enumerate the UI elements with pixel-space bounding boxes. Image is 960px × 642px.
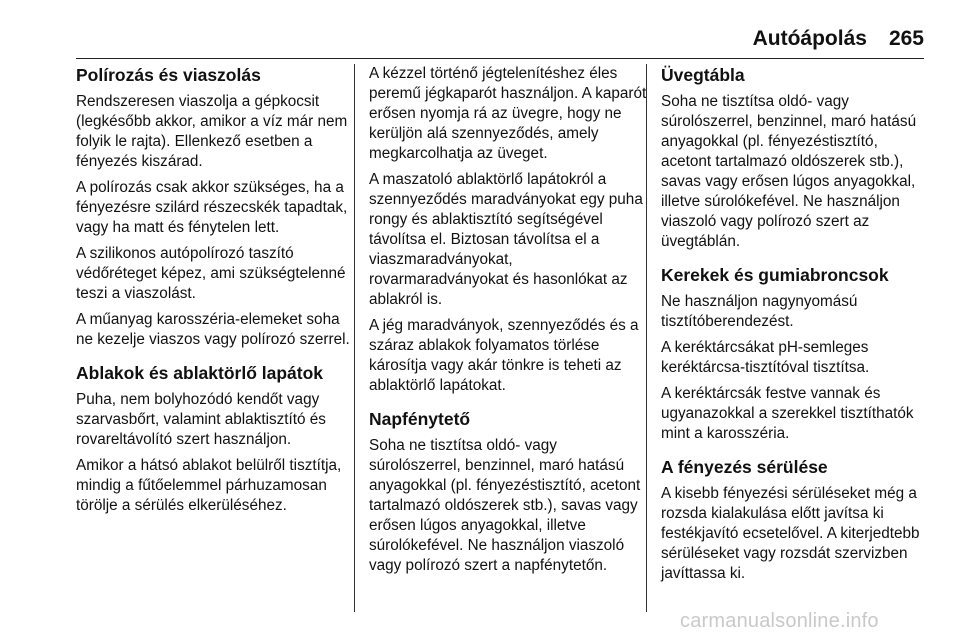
paragraph: A keréktárcsákat pH-semleges keréktárcsa-tisztítóval tisztítsa. — [661, 339, 870, 376]
paragraph: Soha ne tisztítsa oldó- vagy súrolószerrel, benzinnel, maró hatású anyagokkal (pl. fényezéstisztító, acetont tartalmazó oldószerek stb.), savas vagy erősen lúgos anyagokkal, illetve súrolókefével. Ne használjon viaszoló vagy polírozó szert a napfénytetőn. — [369, 437, 641, 574]
paragraph: Soha ne tisztítsa oldó- vagy súrolószerrel, benzinnel, maró hatású anyagokkal (pl. fényezéstisztító, acetont tartalmazó oldószerek stb.), savas vagy erősen lúgos anyagokkal, illetve súrolókefével. Ne használjon viaszoló vagy polírozó szert az üvegtáblán. — [661, 93, 917, 250]
column-1 — [76, 64, 354, 522]
paragraph: A polírozás csak akkor szükséges, ha a fényezésre szilárd részecskék tapadtak, vagy ha matt és fénytelen lett. — [76, 179, 348, 236]
paragraph: Puha, nem bolyhozódó kendőt vagy szarvasbőrt, valamint ablaktisztító és rovareltávolító szert használjon. — [76, 391, 326, 448]
paragraph: Amikor a hátsó ablakot belülről tisztítja, mindig a fűtőelemmel párhuzamosan törölje a sérülés elkerüléséhez. — [76, 457, 342, 514]
section-title-wheels-tyres: Kerekek és gumiabroncsok — [661, 265, 889, 285]
section-title-sunroof: Napfénytető — [369, 409, 471, 429]
section-title-paint-damage: A fényezés sérülése — [661, 457, 828, 477]
paragraph: A kézzel történő jégtelenítéshez éles peremű jégkaparót használjon. A kaparót erősen nyomja rá az üvegre, hogy ne kerüljön alá szennyeződés, amely megkarcolhatja az üveget. — [369, 65, 647, 162]
section-title-windows: Ablakok és ablaktörlő lapátok — [76, 363, 324, 383]
paragraph: A keréktárcsák festve vannak és ugyanazokkal a szerekkel tisztíthatók mint a karosszéria. — [661, 385, 914, 442]
paragraph: Ne használjon nagynyomású tisztítóberendezést. — [661, 293, 858, 330]
paragraph: A jég maradványok, szennyeződés és a száraz ablakok folyamatos törlése károsítja vagy akár tönkre is teheti az ablaktörlő lapátokat. — [369, 317, 639, 394]
page-header — [600, 26, 924, 52]
column-3 — [661, 64, 929, 590]
page-number: 265 — [888, 27, 924, 50]
paragraph: A kisebb fényezési sérüléseket még a rozsda kialakulása előtt javítsa ki festékjavító ecsetelővel. A kiterjedtebb sérüléseket vagy rozsdát szervizben javíttassa ki. — [661, 485, 920, 582]
paragraph: Rendszeresen viaszolja a gépkocsit (legkésőbb akkor, amikor a víz már nem folyik le rajta). Ellenkező esetben a fényezés kiszárad. — [76, 93, 348, 170]
column-divider-1 — [354, 64, 355, 612]
paragraph: A műanyag karosszéria-elemeket soha ne kezelje viaszos vagy polírozó szerrel. — [76, 311, 350, 348]
column-2 — [369, 64, 647, 582]
paragraph: A maszatoló ablaktörlő lapátokról a szennyeződés maradványokat egy puha rongy és ablaktisztító segítségével távolítsa el. Biztosan távolítsa el a viaszmaradványokat, rovarmaradványokat és hasonlókat az ablakról is. — [369, 171, 643, 308]
paragraph: A szilikonos autópolírozó taszító védőréteget képez, ami szükségtelenné teszi a viaszolást. — [76, 245, 346, 302]
section-title-polishing: Polírozás és viaszolás — [76, 65, 261, 85]
watermark: carmanualsonline.info — [680, 610, 879, 632]
section-title-glass-panel: Üvegtábla — [661, 65, 745, 85]
chapter-title: Autóápolás — [752, 27, 867, 50]
header-rule — [76, 58, 924, 59]
